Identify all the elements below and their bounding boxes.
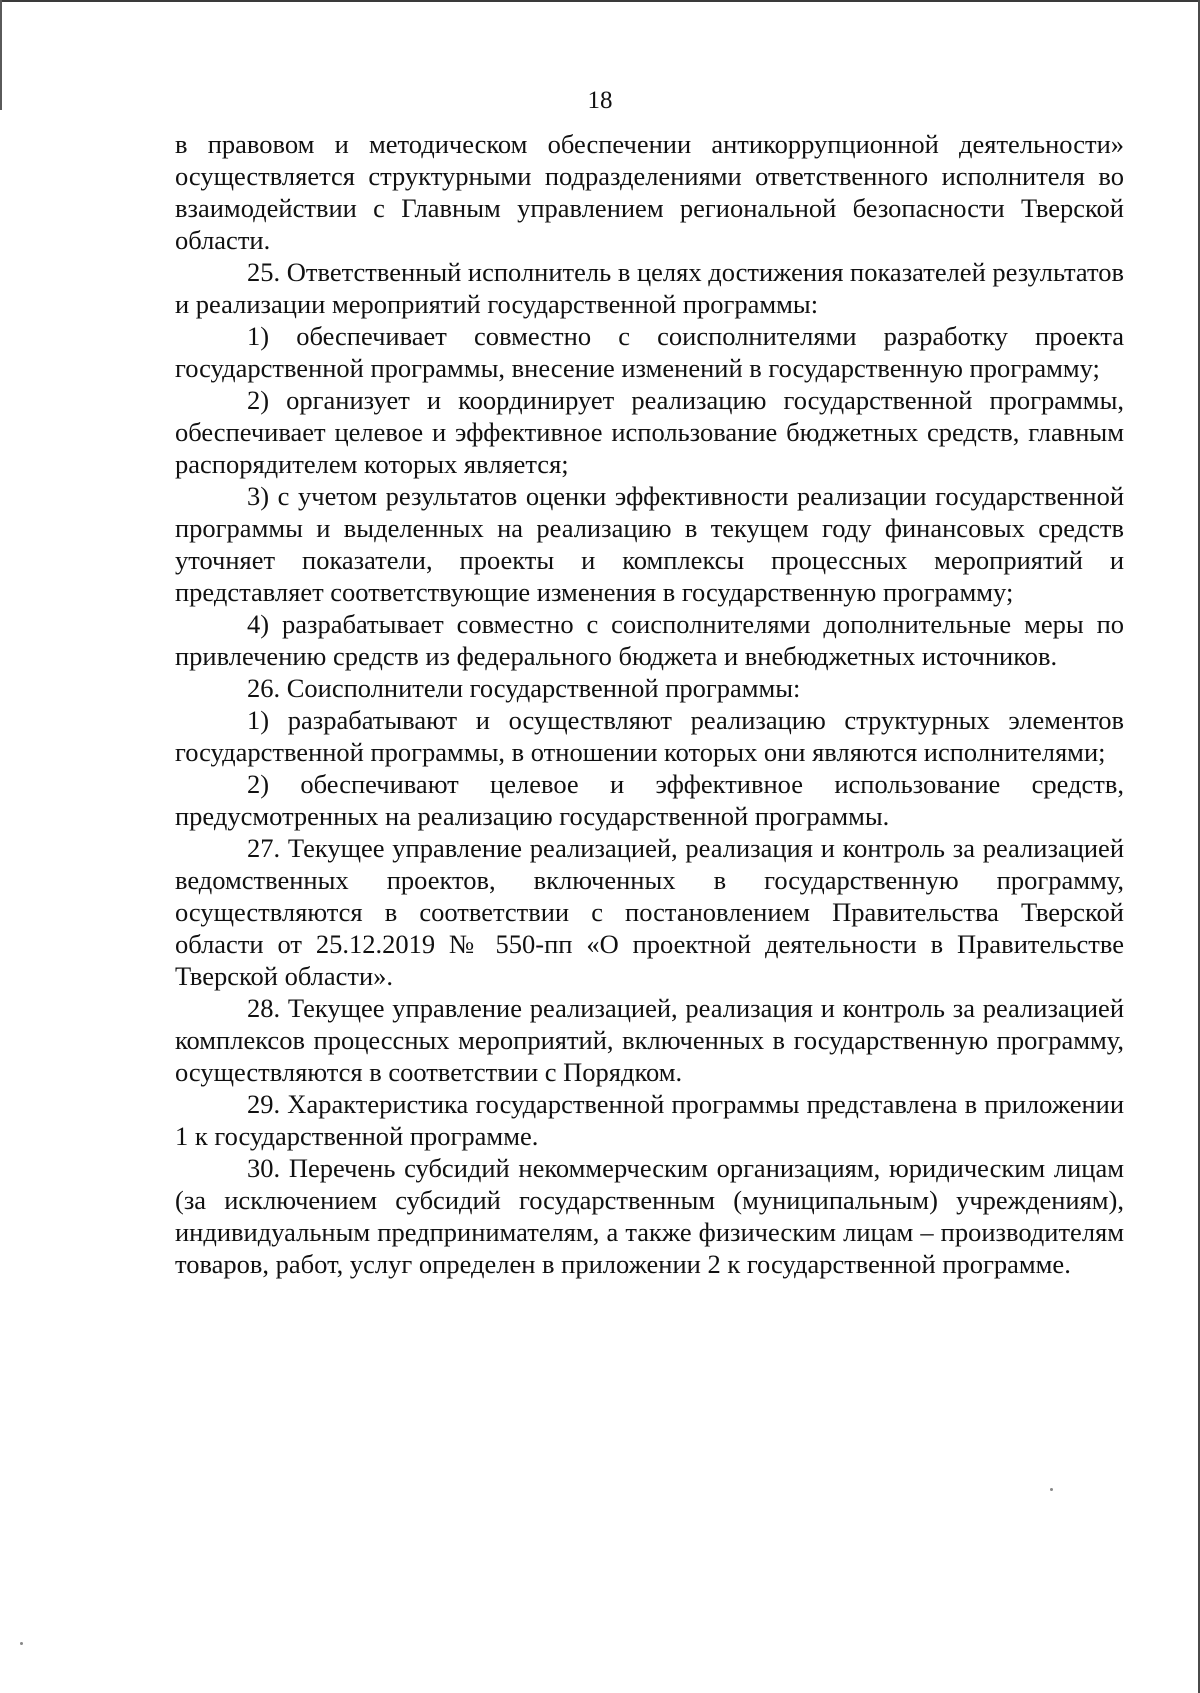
paragraph-item-26-1: 1) разрабатывают и осуществляют реализацию структурных элементов государственной программы, в отношении которых они являются исполнителями; xyxy=(175,705,1124,767)
paragraph-item-30: 30. Перечень субсидий некоммерческим организациям, юридическим лицам (за исключением субсидий государственным (муниципальным) учреждениям), индивидуальным предпринимателям, а также физическим лицам – производителям товаров, работ, услуг определен в приложении 2 к государственной программе. xyxy=(175,1153,1124,1279)
document-body xyxy=(175,128,1124,1280)
paragraph-item-25-3: 3) с учетом результатов оценки эффективности реализации государственной программы и выделенных на реализацию в текущем году финансовых средств уточняет показатели, проекты и комплексы процессных мероприятий и представляет соответствующие изменения в государственную программу; xyxy=(175,481,1124,607)
paragraph-item-25-4: 4) разрабатывает совместно с соисполнителями дополнительные меры по привлечению средств из федерального бюджета и внебюджетных источников. xyxy=(175,609,1124,671)
paragraph-item-26-2: 2) обеспечивают целевое и эффективное использование средств, предусмотренных на реализацию государственной программы. xyxy=(175,769,1124,831)
paragraph-continuation: в правовом и методическом обеспечении антикоррупционной деятельности» осуществляется структурными подразделениями ответственного исполнителя во взаимодействии с Главным управлением региональной безопасности Тверской области. xyxy=(175,129,1124,255)
scan-speck xyxy=(20,1642,23,1645)
paragraph-item-27: 27. Текущее управление реализацией, реализация и контроль за реализацией ведомственных проектов, включенных в государственную программу, осуществляются в соответствии с постановлением Правительства Тверской области от 25.12.2019 № 550-пп «О проектной деятельности в Правительстве Тверской области». xyxy=(175,833,1124,991)
paragraph-item-26: 26. Соисполнители государственной программы: xyxy=(247,673,801,703)
scan-border-top xyxy=(0,0,1200,2)
paragraph-item-29: 29. Характеристика государственной программы представлена в приложении 1 к государственной программе. xyxy=(175,1089,1124,1151)
paragraph-item-25: 25. Ответственный исполнитель в целях достижения показателей результатов и реализации мероприятий государственной программы: xyxy=(175,257,1124,319)
page-number: 18 xyxy=(587,87,613,114)
scan-speck xyxy=(1050,1488,1053,1491)
paragraph-item-28: 28. Текущее управление реализацией, реализация и контроль за реализацией комплексов процессных мероприятий, включенных в государственную программу, осуществляются в соответствии с Порядком. xyxy=(175,993,1124,1087)
paragraph-item-25-2: 2) организует и координирует реализацию государственной программы, обеспечивает целевое и эффективное использование бюджетных средств, главным распорядителем которых является; xyxy=(175,385,1124,479)
paragraph-item-25-1: 1) обеспечивает совместно с соисполнителями разработку проекта государственной программы, внесение изменений в государственную программу; xyxy=(175,321,1124,383)
